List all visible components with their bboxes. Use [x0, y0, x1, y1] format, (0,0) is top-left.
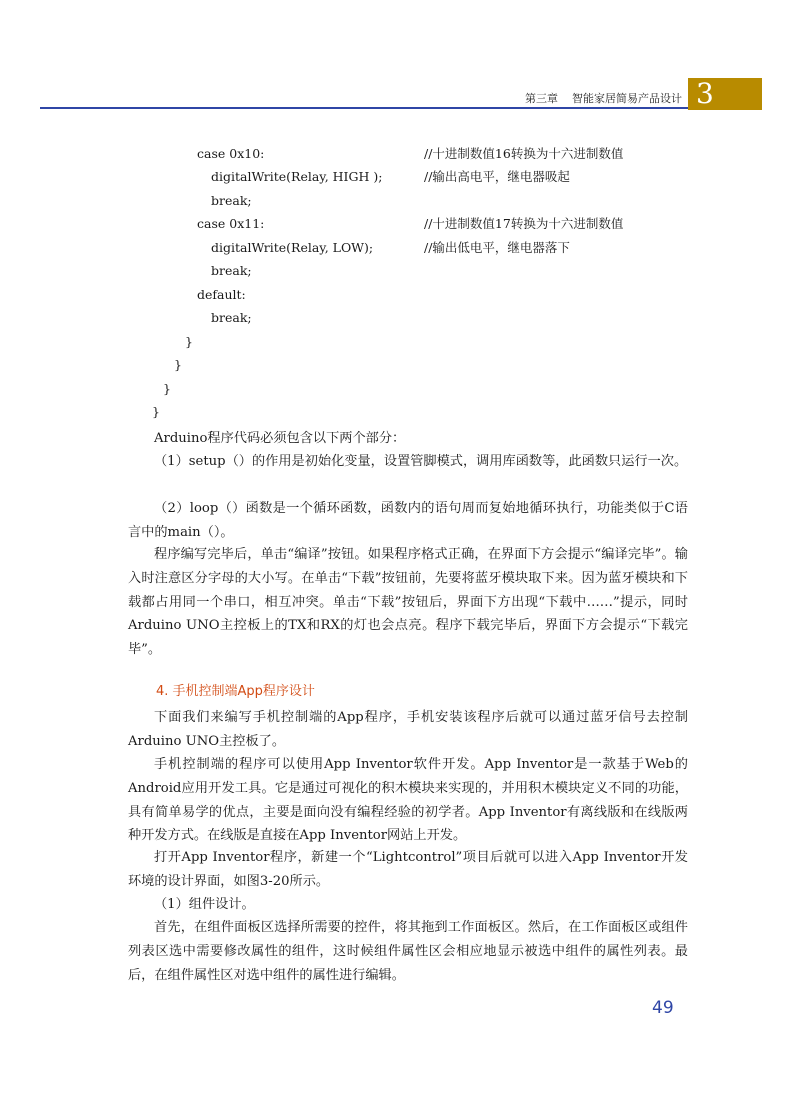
- paragraph: 下面我们来编写手机控制端的App程序，手机安装该程序后就可以通过蓝牙信号去控制Arduino UNO主控板了。: [128, 710, 688, 749]
- chapter-number-badge: 3: [688, 78, 762, 110]
- code-line: digitalWrite(Relay, HIGH );: [211, 169, 383, 184]
- code-line: break;: [211, 263, 252, 278]
- code-line: }: [152, 404, 160, 419]
- code-line: }: [174, 357, 182, 372]
- running-header: [500, 90, 682, 106]
- paragraph: 首先，在组件面板区选择所需要的控件，将其拖到工作面板区。然后，在工作面板区或组件列表区选中需要修改属性的组件，这时候组件属性区会相应地显示被选中组件的属性列表。最后，在组件属性区对选中组件的属性进行编辑。: [128, 920, 688, 983]
- code-line: }: [185, 334, 193, 349]
- chapter-title: 智能家居简易产品设计: [572, 92, 682, 105]
- paragraph: （2）loop（）函数是一个循环函数，函数内的语句周而复始地循环执行，功能类似于C语言中的main（）。: [128, 501, 688, 540]
- code-line: default:: [197, 287, 246, 302]
- paragraph: （1）组件设计。: [154, 897, 255, 912]
- header-rule: [40, 107, 688, 109]
- paragraph: 手机控制端的程序可以使用App Inventor软件开发。App Inventor是一款基于Web的Android应用开发工具。它是通过可视化的积木模块来实现的，并用积木模块定义不同的功能，具有简单易学的优点，主要是面向没有编程经验的初学者。App Inventor有离线版和在线版两种开发方式。在线版是直接在App Inventor网站上开发。: [128, 757, 688, 844]
- code-comment: //输出高电平，继电器吸起: [424, 169, 570, 184]
- code-line: break;: [211, 193, 252, 208]
- page-number: 49: [652, 998, 674, 1018]
- chapter-label: 第三章: [525, 92, 558, 105]
- code-comment: //十进制数值16转换为十六进制数值: [424, 146, 624, 161]
- code-line: case 0x11:: [197, 216, 265, 231]
- code-comment: //输出低电平，继电器落下: [424, 240, 570, 255]
- code-line: case 0x10:: [197, 146, 265, 161]
- code-line: break;: [211, 310, 252, 325]
- paragraph: （1）setup（）的作用是初始化变量，设置管脚模式，调用库函数等，此函数只运行一次。: [154, 454, 688, 469]
- paragraph: 打开App Inventor程序，新建一个“Lightcontrol”项目后就可以进入App Inventor开发环境的设计界面，如图3-20所示。: [128, 850, 688, 889]
- code-line: digitalWrite(Relay, LOW);: [211, 240, 374, 255]
- code-comment: //十进制数值17转换为十六进制数值: [424, 216, 624, 231]
- section-heading: 4. 手机控制端App程序设计: [156, 684, 315, 699]
- paragraph: 程序编写完毕后，单击“编译”按钮。如果程序格式正确，在界面下方会提示“编译完毕”。输入时注意区分字母的大小写。在单击“下载”按钮前，先要将蓝牙模块取下来。因为蓝牙模块和下载都占用同一个串口，相互冲突。单击“下载”按钮后，界面下方出现“下载中……”提示，同时Arduino UNO主控板上的TX和RX的灯也会点亮。程序下载完毕后，界面下方会提示“下载完毕”。: [128, 547, 688, 658]
- paragraph: Arduino程序代码必须包含以下两个部分：: [154, 431, 406, 446]
- code-line: }: [163, 381, 171, 396]
